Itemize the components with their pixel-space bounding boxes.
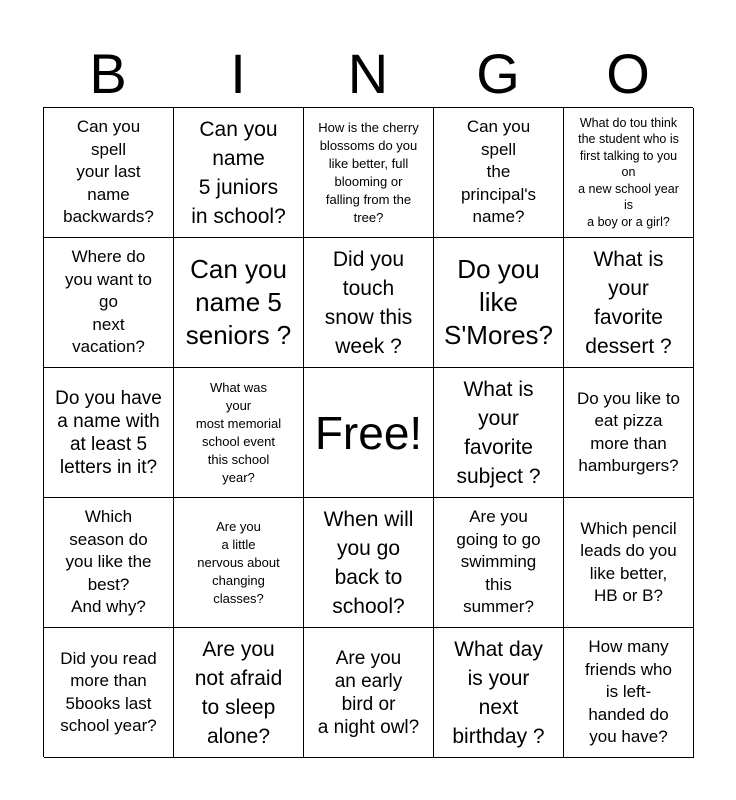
bingo-cell: What is your favorite dessert ?	[564, 238, 694, 368]
bingo-cell: What do tou think the student who is first talking to you on a new school year is a boy or a girl?	[564, 108, 694, 238]
bingo-cell: Can you name 5 seniors ?	[174, 238, 304, 368]
bingo-cell: Did you touch snow this week ?	[304, 238, 434, 368]
bingo-cell: Do you like S'Mores?	[434, 238, 564, 368]
header-letter-o: O	[606, 42, 650, 105]
bingo-cell: What day is your next birthday ?	[434, 628, 564, 758]
bingo-grid	[43, 107, 693, 757]
bingo-cell: Where do you want to go next vacation?	[44, 238, 174, 368]
bingo-cell: Are you going to go swimming this summer?	[434, 498, 564, 628]
bingo-cell: What was your most memorial school event this school year?	[174, 368, 304, 498]
bingo-cell: Which season do you like the best? And why?	[44, 498, 174, 628]
bingo-cell: Are you an early bird or a night owl?	[304, 628, 434, 758]
header-letter-i: I	[230, 42, 246, 105]
bingo-cell: Can you spell the principal's name?	[434, 108, 564, 238]
bingo-cell: Are you not afraid to sleep alone?	[174, 628, 304, 758]
bingo-cell: How many friends who is left- handed do you have?	[564, 628, 694, 758]
bingo-cell: Do you have a name with at least 5 letters in it?	[44, 368, 174, 498]
header-letter-g: G	[476, 42, 520, 105]
bingo-cell: How is the cherry blossoms do you like better, full blooming or falling from the tree?	[304, 108, 434, 238]
bingo-cell: Can you name 5 juniors in school?	[174, 108, 304, 238]
bingo-cell: Can you spell your last name backwards?	[44, 108, 174, 238]
bingo-cell: Are you a little nervous about changing classes?	[174, 498, 304, 628]
bingo-cell: Did you read more than 5books last school year?	[44, 628, 174, 758]
bingo-cell: When will you go back to school?	[304, 498, 434, 628]
free-space: Free!	[304, 368, 434, 498]
bingo-cell: Do you like to eat pizza more than hamburgers?	[564, 368, 694, 498]
header-letter-b: B	[89, 42, 127, 105]
bingo-cell: Which pencil leads do you like better, HB or B?	[564, 498, 694, 628]
bingo-header	[43, 40, 693, 108]
bingo-cell: What is your favorite subject ?	[434, 368, 564, 498]
header-letter-n: N	[347, 42, 389, 105]
